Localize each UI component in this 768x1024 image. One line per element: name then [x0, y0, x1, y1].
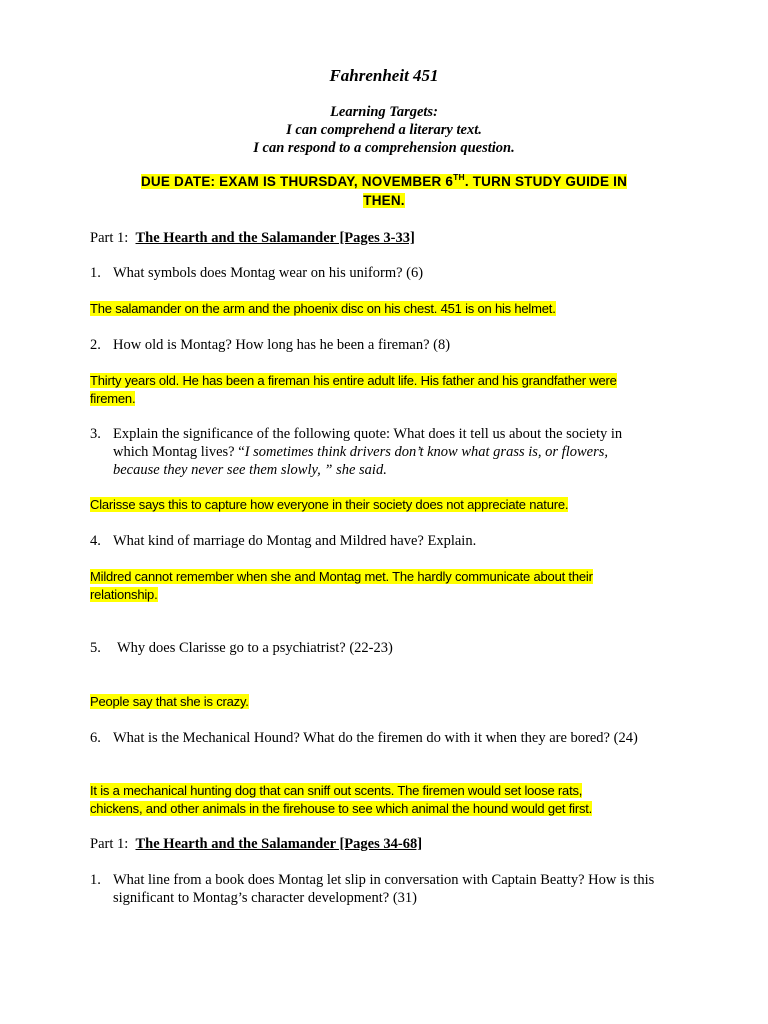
answer-text-line1: It is a mechanical hunting dog that can sniff out scents. The firemen would set loose rats, — [90, 783, 583, 798]
quote-text-line2: I sometimes think drivers don’t know what grass is, or flowers, — [244, 444, 608, 460]
answer-text-line2: firemen. — [90, 391, 136, 406]
part-title: The Hearth and the Salamander [Pages 3-33] — [135, 230, 415, 246]
due-date-superscript: TH — [453, 172, 465, 182]
answer-text-line1: Mildred cannot remember when she and Montag met. The hardly communicate about their — [90, 569, 593, 584]
question-text-line1: What line from a book does Montag let slip in conversation with Captain Beatty? How is this — [113, 872, 655, 888]
answer-text: People say that she is crazy. — [90, 694, 249, 709]
learning-targets-heading: Learning Targets: — [330, 104, 438, 120]
answer-text-line1: Thirty years old. He has been a fireman his entire adult life. His father and his grandfather were — [90, 373, 617, 388]
question-text: What symbols does Montag wear on his uniform? (6) — [113, 265, 424, 281]
answer-6 — [90, 782, 680, 818]
question-number: 6. — [90, 730, 101, 746]
quote-text-line3: because they never see them slowly, ” she said. — [113, 462, 387, 478]
learning-target-2: I can respond to a comprehension question. — [253, 140, 515, 156]
question-3 — [90, 425, 690, 479]
question-text-line2: significant to Montag’s character development? (31) — [113, 890, 417, 906]
question-number: 2. — [90, 337, 101, 353]
answer-text-line2: chickens, and other animals in the firehouse to see which animal the hound would get first. — [90, 801, 593, 816]
answer-2 — [90, 372, 680, 408]
question-text: What is the Mechanical Hound? What do the firemen do with it when they are bored? (24) — [113, 730, 638, 746]
question-text: What kind of marriage do Montag and Mildred have? Explain. — [113, 533, 477, 549]
question-text — [113, 425, 673, 479]
due-date-notice — [110, 172, 658, 210]
question-text-line2: which Montag lives? “ — [113, 444, 245, 460]
learning-target-1: I can comprehend a literary text. — [286, 122, 482, 138]
part-heading-2 — [90, 835, 422, 853]
answer-text: The salamander on the arm and the phoenix disc on his chest. 451 is on his helmet. — [90, 301, 556, 316]
question-text: Why does Clarisse go to a psychiatrist? (22-23) — [117, 640, 393, 656]
answer-1 — [90, 300, 680, 318]
question-number: 1. — [90, 872, 101, 888]
part-label: Part 1: — [90, 836, 129, 852]
document-title: Fahrenheit 451 — [329, 66, 439, 85]
question-text: How old is Montag? How long has he been a fireman? (8) — [113, 337, 451, 353]
question-number: 4. — [90, 533, 101, 549]
due-date-text: DUE DATE: EXAM IS THURSDAY, NOVEMBER 6 — [140, 174, 454, 189]
question-7 — [90, 871, 690, 907]
due-date-line2: THEN. — [363, 193, 405, 208]
question-number: 1. — [90, 265, 101, 281]
part-label: Part 1: — [90, 230, 129, 246]
part-title: The Hearth and the Salamander [Pages 34-68] — [135, 836, 423, 852]
answer-text-line2: relationship. — [90, 587, 158, 602]
question-text-line1: Explain the significance of the following quote: What does it tell us about the society in — [113, 426, 623, 442]
answer-text: Clarisse says this to capture how everyone in their society does not appreciate nature. — [90, 497, 569, 512]
answer-5 — [90, 693, 680, 711]
due-date-text-cont: . TURN STUDY GUIDE IN — [464, 174, 628, 189]
answer-3 — [90, 496, 680, 514]
answer-4 — [90, 568, 680, 604]
part-heading — [90, 229, 415, 247]
question-text — [113, 871, 693, 907]
question-number: 5. — [90, 640, 101, 656]
question-number: 3. — [90, 426, 101, 442]
